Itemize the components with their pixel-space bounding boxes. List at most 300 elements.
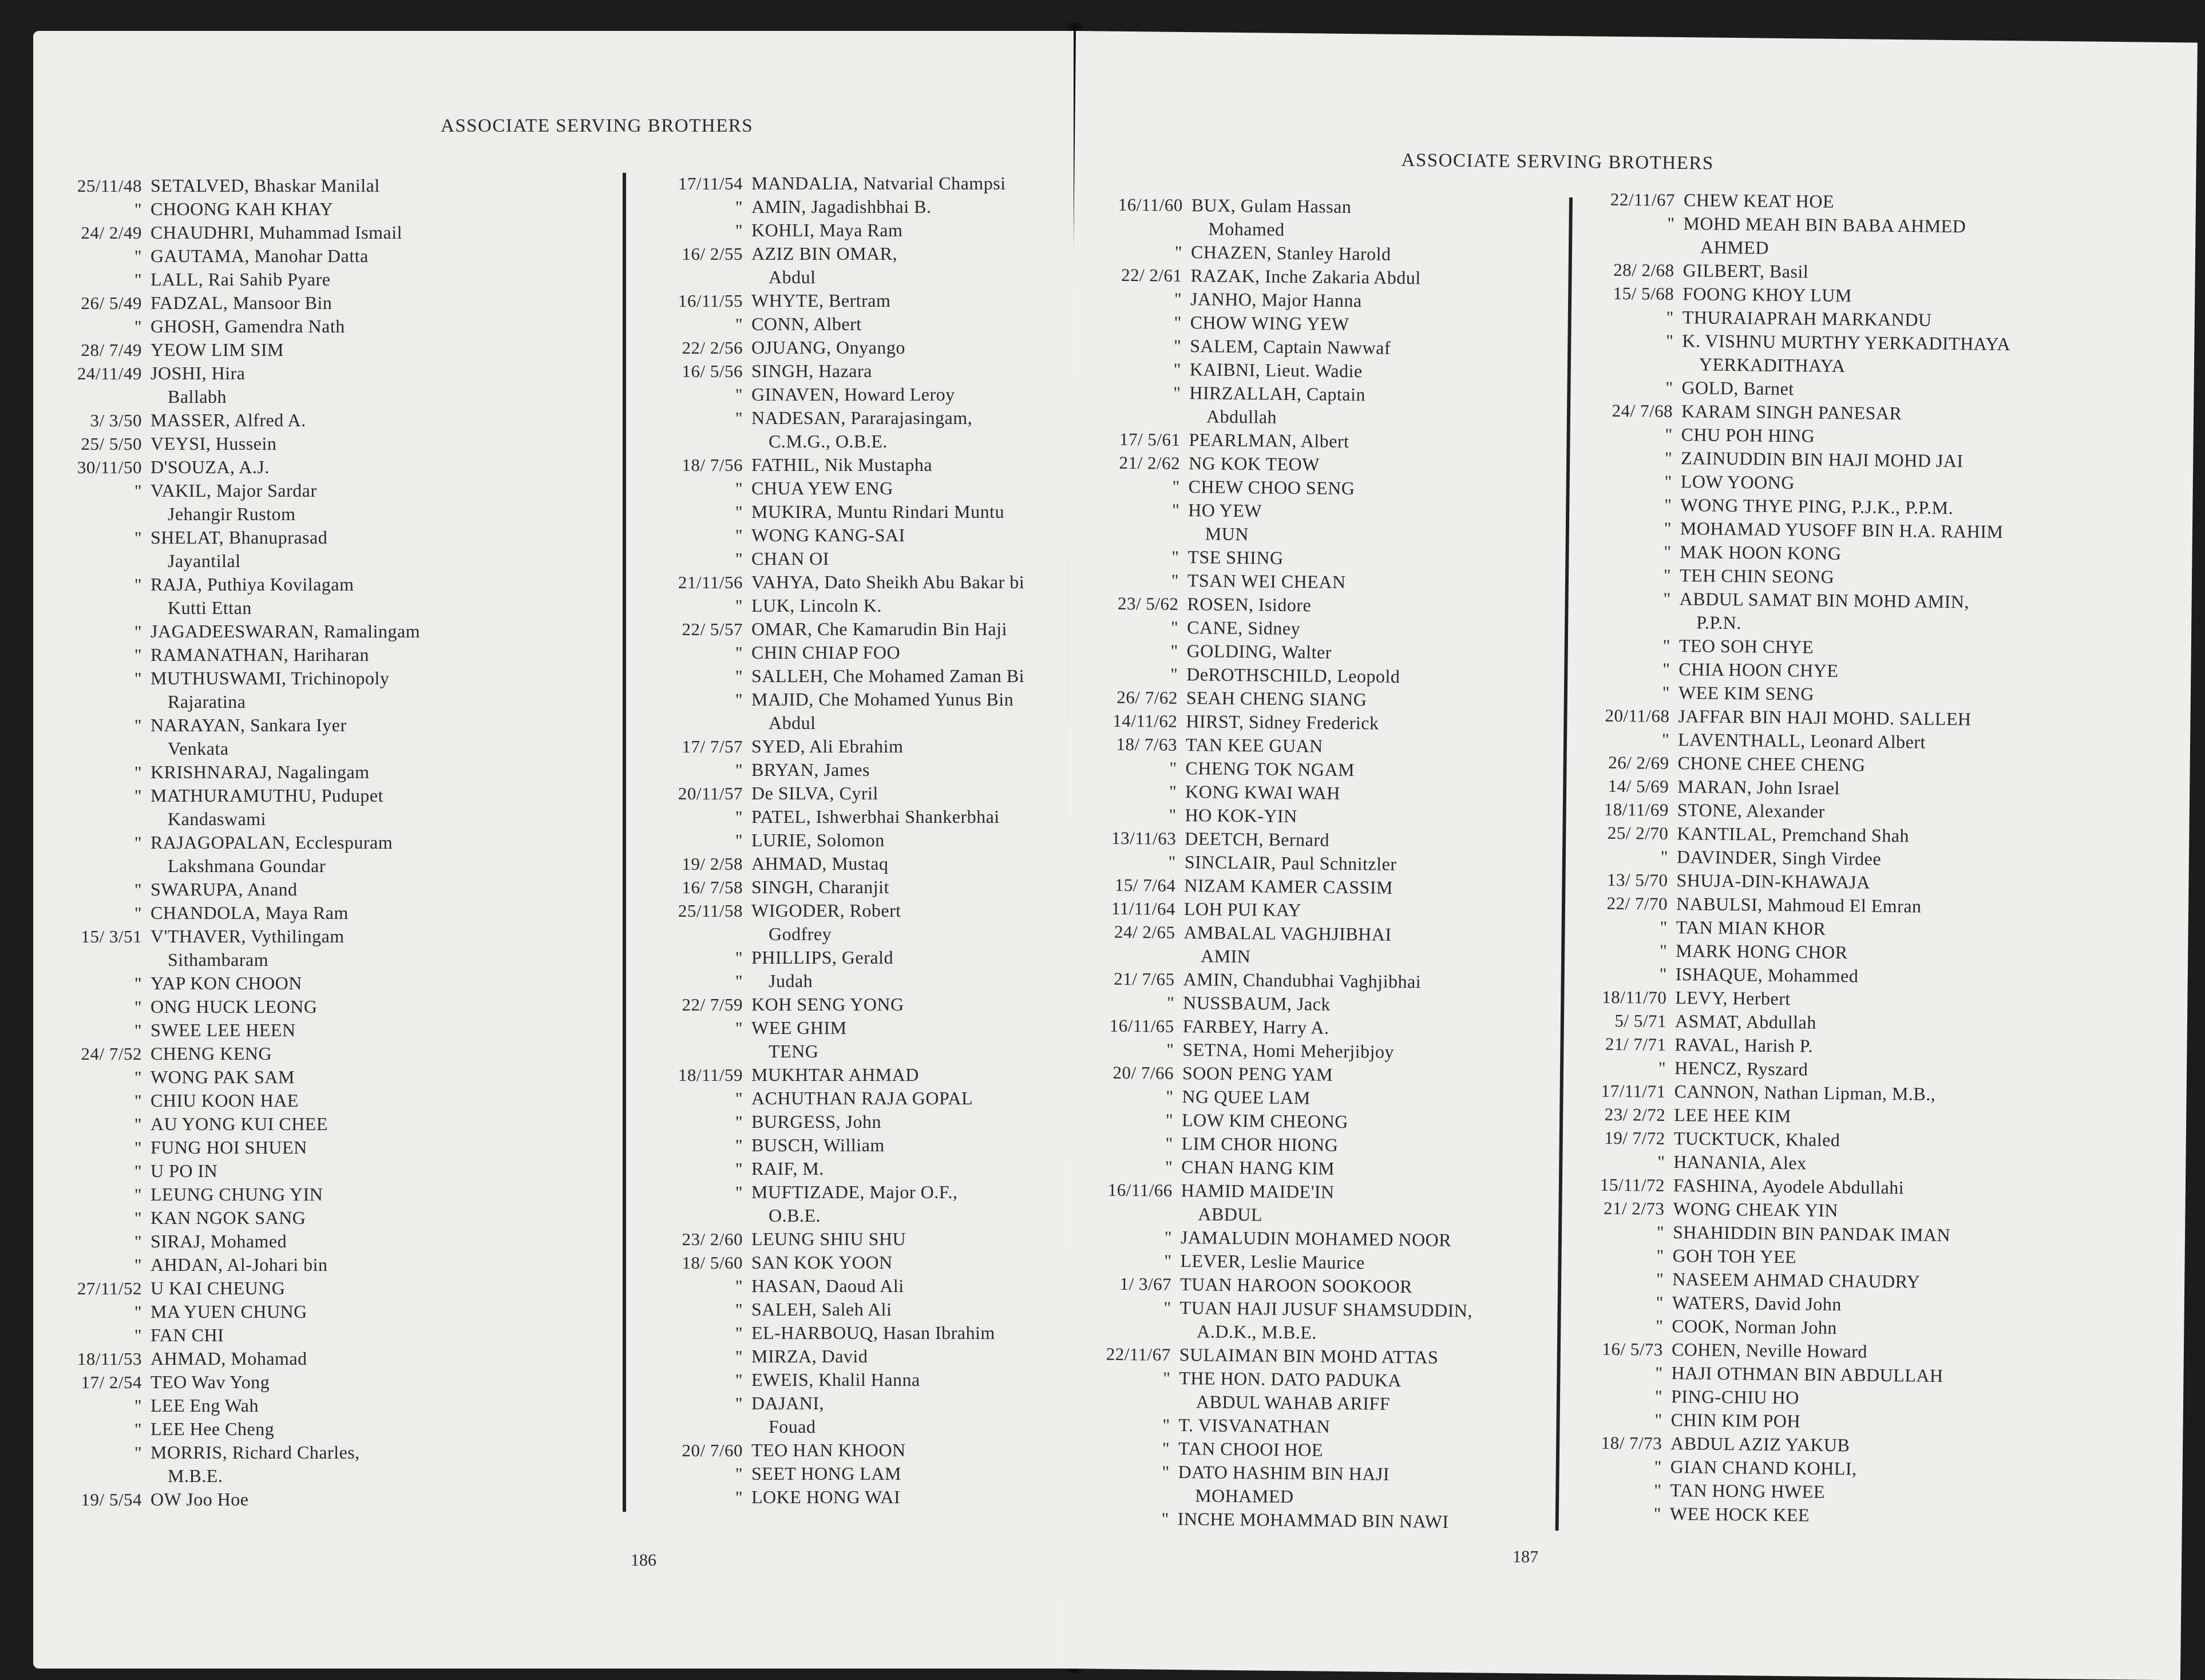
entry-date: " [1664,447,1673,468]
entry-date: " [1162,1414,1170,1435]
entry-row [33,1019,611,1042]
entry-date: " [134,1184,142,1204]
entry-date: " [134,1325,142,1345]
entry-date: 15/ 3/51 [81,926,142,946]
entry-date: 26/ 2/69 [1608,752,1669,773]
entry-name: Rajaratina [168,691,246,712]
entry-row [634,336,1074,359]
entry-date: 26/ 7/62 [1117,687,1178,708]
entry-name: NIZAM KAMER CASSIM [1184,875,1394,898]
entry-date: " [735,1346,743,1366]
entry-name: SINGH, Charanjit [751,877,889,897]
entry-date: 16/11/65 [1109,1015,1174,1036]
left-page-heading: ASSOCIATE SERVING BROTHERS [441,116,754,136]
entry-date: 16/11/66 [1107,1179,1173,1200]
entry-date: " [1173,359,1181,379]
entry-row [634,641,1074,664]
entry-row [634,383,1074,406]
entry-row [634,1251,1074,1274]
entry-date: 21/ 7/71 [1605,1033,1666,1055]
entry-date: " [1660,917,1668,937]
entry-row [33,1206,611,1230]
entry-date: 16/11/55 [678,291,743,311]
entry-name: TUAN HAROON SOOKOOR [1179,1274,1413,1297]
entry-date: " [735,1487,743,1507]
entry-date: 25/ 2/70 [1607,822,1669,843]
entry-name: Abdullah [1206,406,1277,427]
entry-name: TSAN WEI CHEAN [1187,570,1346,592]
entry-row [33,995,611,1019]
entry-name: NG QUEE LAM [1182,1086,1311,1108]
entry-row [33,760,611,784]
entry-date: " [134,762,142,782]
entry-row [33,268,611,291]
entry-row [33,1183,611,1206]
entry-row [33,526,611,549]
entry-date: 28/ 7/49 [81,340,142,360]
entry-name: LEE Hee Cheng [151,1419,275,1439]
entry-name: LAVENTHALL, Leonard Albert [1677,729,1926,752]
entry-name: MUN [1205,523,1249,545]
entry-row [634,1063,1074,1087]
entry-date: " [735,971,743,991]
entry-row [634,1368,1074,1392]
entry-name: CHANDOLA, Maya Ram [151,902,349,923]
entry-date: " [134,246,142,266]
entry-name: WEE KIM SENG [1678,682,1815,704]
entry-row [33,643,611,667]
entry-name: KAN NGOK SANG [151,1207,306,1228]
entry-name: AMIN [1200,945,1251,967]
entry-row [634,430,1074,453]
entry-name: CHOW WING YEW [1190,312,1349,335]
entry-row [33,901,611,925]
entry-name: EL-HARBOUQ, Hasan Ibrahim [751,1322,995,1343]
entry-date: " [134,1161,142,1181]
entry-row [634,1040,1074,1063]
entry-row [33,1089,611,1112]
entry-name: NASEEM AHMAD CHAUDRY [1672,1269,1921,1292]
entry-date: " [735,948,743,968]
entry-date: " [134,997,142,1017]
entry-date: " [1656,1245,1664,1266]
entry-name: AU YONG KUI CHEE [151,1114,328,1134]
entry-name: YAP KON CHOON [151,973,302,993]
entry-name: MAK HOON KONG [1680,541,1842,564]
entry-date: " [1656,1292,1664,1313]
entry-row [33,479,611,502]
entry-name: SHELAT, Bhanuprasad [151,527,328,548]
entry-date: " [1654,1386,1663,1406]
entry-date: 30/11/50 [77,457,142,477]
entry-row [33,714,611,737]
entry-name: HASAN, Daoud Ali [751,1275,904,1296]
entry-date: 15/ 5/68 [1613,283,1674,304]
entry-name: AHMED [1700,236,1769,258]
entry-date: " [134,199,142,219]
entry-name: FATHIL, Nik Mustapha [751,454,933,475]
entry-name: LIM CHOR HIONG [1181,1133,1339,1155]
entry-date: " [1170,664,1178,684]
entry-row [634,969,1074,993]
entry-row [33,690,611,714]
entry-date: 15/11/72 [1600,1174,1665,1195]
entry-date: " [134,1020,142,1040]
entry-name: VAKIL, Major Sardar [151,480,317,501]
entry-row [33,948,611,972]
entry-name: YERKADITHAYA [1699,354,1846,377]
entry-date: 25/11/48 [77,176,142,196]
entry-name: TENG [769,1041,819,1061]
entry-name: KRISHNARAJ, Nagalingam [151,762,370,782]
entry-name: TAN MIAN KHOR [1676,917,1826,939]
entry-name: Lakshmana Goundar [168,855,326,876]
entry-date: " [735,643,743,663]
entry-date: " [1666,330,1674,351]
entry-date: " [735,220,743,240]
entry-name: CHENG TOK NGAM [1185,758,1355,780]
entry-name: BRYAN, James [751,759,870,780]
entry-row [634,1157,1074,1180]
entry-date: 17/11/54 [678,173,743,193]
entry-row [33,315,611,338]
entry-name: SINCLAIR, Paul Schnitzler [1184,851,1397,874]
entry-date: " [735,478,743,498]
entry-name: WEE HOCK KEE [1669,1503,1810,1526]
entry-row [33,1417,611,1441]
entry-name: MOHAMED [1195,1485,1294,1507]
entry-row [33,385,611,409]
entry-date: " [735,1276,743,1296]
entry-date: 24/11/49 [77,363,142,383]
entry-date: 25/ 5/50 [81,434,142,454]
entry-row [634,782,1074,805]
entry-name: CHU POH HING [1681,424,1815,446]
entry-row [634,406,1074,430]
entry-date: " [1161,1508,1169,1529]
entry-date: " [1662,682,1670,703]
entry-name: KAIBNI, Lieut. Wadie [1189,359,1363,382]
entry-name: LUK, Lincoln K. [751,595,882,616]
entry-row [33,338,611,362]
entry-name: EWEIS, Khalil Hanna [751,1369,920,1390]
right-page [1059,31,2198,1680]
entry-date: " [1173,382,1181,403]
entry-row [33,1136,611,1159]
entry-name: HANANIA, Alex [1673,1151,1807,1174]
entry-name: CHOONG KAH KHAY [151,199,334,219]
entry-date: " [134,879,142,900]
entry-name: DEETCH, Bernard [1185,828,1330,850]
entry-date: " [735,690,743,710]
entry-name: CANNON, Nathan Lipman, M.B., [1674,1081,1936,1104]
entry-name: NARAYAN, Sankara Iyer [151,715,347,735]
entry-name: STONE, Alexander [1677,799,1826,822]
entry-name: LEUNG SHIU SHU [751,1229,906,1249]
entry-row [33,784,611,807]
entry-date: 22/ 5/57 [682,619,743,639]
entry-name: RAZAK, Inche Zakaria Abdul [1190,265,1421,288]
entry-name: LEE Eng Wah [151,1395,259,1416]
entry-row [33,1300,611,1324]
entry-name: GOLDING, Walter [1186,640,1332,663]
entry-date: 16/11/60 [1118,194,1183,215]
entry-row [634,922,1074,946]
entry-name: HIRZALLAH, Captain [1189,382,1366,405]
entry-row [634,500,1074,524]
entry-date: 20/ 7/60 [682,1440,743,1460]
entry-name: WONG THYE PING, P.J.K., P.P.M. [1680,494,1954,518]
entry-row [634,735,1074,758]
entry-name: SETALVED, Bhaskar Manilal [151,175,380,196]
entry-date: 19/ 7/72 [1604,1127,1665,1148]
entry-date: " [1165,1156,1173,1177]
entry-date: " [134,316,142,336]
entry-date: " [735,760,743,780]
entry-name: HAMID MAIDE'IN [1181,1180,1335,1202]
entry-date: " [1664,518,1672,538]
entry-name: SAN KOK YOON [751,1252,893,1273]
entry-date: " [1162,1438,1170,1459]
entry-row [634,195,1074,219]
entry-date: " [1166,1039,1174,1060]
entry-name: LEVY, Herbert [1675,987,1791,1009]
entry-name: Venkata [168,738,229,759]
entry-name: DAVINDER, Singh Virdee [1676,846,1882,869]
entry-name: PHILLIPS, Gerald [751,947,893,968]
entry-name: A.D.K., M.B.E. [1197,1321,1317,1343]
entry-name: C.M.G., O.B.E. [769,431,888,451]
entry-name: OJUANG, Onyango [751,337,905,358]
entry-row [634,1462,1074,1485]
entry-name: THE HON. DATO PADUKA [1179,1368,1402,1391]
entry-name: MA YUEN CHUNG [151,1301,307,1322]
entry-name: OW Joo Hoe [151,1489,249,1509]
entry-name: NABULSI, Mahmoud El Emran [1676,893,1922,917]
entry-row [33,1347,611,1370]
entry-row [634,453,1074,477]
entry-name: SALLEH, Che Mohamed Zaman Bi [751,665,1025,686]
entry-row [634,312,1074,336]
entry-name: MUFTIZADE, Major O.F., [751,1182,958,1202]
entry-date: " [134,645,142,665]
entry-name: CHAUDHRI, Muhammad Ismail [151,222,403,243]
entry-date: 19/ 2/58 [682,854,743,874]
entry-name: U PO IN [151,1160,218,1181]
entry-date: " [735,1299,743,1320]
entry-date: " [735,596,743,616]
entry-name: MORRIS, Richard Charles, [151,1442,360,1463]
entry-name: GHOSH, Gamendra Nath [151,316,345,336]
entry-name: TEH CHIN SEONG [1679,565,1835,587]
entry-row [634,172,1074,195]
entry-date: " [1166,1086,1174,1107]
entry-date: 19/ 5/54 [81,1489,142,1509]
entry-name: GINAVEN, Howard Leroy [751,384,955,405]
entry-name: Abdul [769,712,816,733]
entry-date: " [735,1088,743,1108]
entry-name: K. VISHNU MURTHY YERKADITHAYA [1682,330,2011,355]
right-page-heading: ASSOCIATE SERVING BROTHERS [1401,149,1714,174]
entry-date: " [735,807,743,827]
entry-row [33,925,611,948]
entry-name: PEARLMAN, Albert [1189,429,1349,452]
entry-date: " [1653,1503,1662,1524]
entry-row [634,1016,1074,1040]
entry-date: " [735,1159,743,1179]
entry-row [33,972,611,995]
entry-name: ABDUL WAHAB ARIFF [1195,1391,1391,1414]
entry-name: Ballabh [168,386,227,407]
entry-date: " [1169,781,1177,802]
entry-name: LALL, Rai Sahib Pyare [151,269,331,290]
entry-date: " [735,197,743,217]
entry-date: " [735,1135,743,1155]
entry-row [634,594,1074,617]
entry-row [634,1298,1074,1321]
entry-date: " [134,1067,142,1087]
entry-date: 22/11/67 [1610,189,1676,210]
entry-row [33,1159,611,1183]
entry-name: KARAM SINGH PANESAR [1681,401,1902,424]
entry-name: FADZAL, Mansoor Bin [151,292,332,313]
entry-name: MOHD MEAH BIN BABA AHMED [1683,213,1966,237]
entry-row [634,899,1074,922]
entry-date: 21/ 7/65 [1113,968,1175,989]
entry-date: " [134,1114,142,1134]
entry-row [33,1253,611,1277]
entry-name: KONG KWAI WAH [1185,781,1341,803]
entry-row [33,667,611,690]
entry-name: RAMANATHAN, Hariharan [151,644,369,665]
entry-date: " [735,1018,743,1038]
left-page-number: 186 [631,1551,656,1570]
entry-name: RAJAGOPALAN, Ecclespuram [151,832,393,853]
entry-name: LOW KIM CHEONG [1181,1110,1349,1132]
entry-name: COOK, Norman John [1672,1316,1838,1338]
entry-date: " [1667,213,1675,233]
entry-name: Abdul [769,267,816,287]
entry-name: ISHAQUE, Mohammed [1675,964,1859,986]
entry-name: AMIN, Chandubhai Vaghjibhai [1183,969,1422,992]
entry-date: 27/11/52 [77,1278,142,1298]
entry-row [33,1065,611,1089]
entry-name: SULAIMAN BIN MOHD ATTAS [1179,1344,1439,1368]
entry-date: " [735,1370,743,1390]
entry-row [33,221,611,244]
right-column-1 [1060,192,1566,1535]
entry-date: 23/ 2/60 [682,1229,743,1249]
entry-name: SOON PENG YAM [1182,1063,1333,1085]
entry-date: " [134,528,142,548]
entry-date: " [134,1091,142,1111]
entry-row [33,620,611,643]
entry-date: 18/ 7/56 [682,455,743,475]
entry-date: " [134,1255,142,1275]
entry-date: " [1654,1456,1662,1477]
entry-name: TEO SOH CHYE [1679,635,1814,657]
entry-row [33,244,611,268]
entry-date: 3/ 3/50 [90,410,142,430]
entry-name: P.P.N. [1696,612,1742,633]
right-page-number: 187 [1512,1547,1539,1567]
entry-name: CHAN HANG KIM [1181,1156,1335,1179]
entry-date: " [134,1138,142,1158]
entry-date: " [134,270,142,290]
entry-date: " [1662,635,1670,656]
entry-date: " [1658,1057,1666,1078]
entry-name: D'SOUZA, A.J. [151,457,270,477]
entry-date: " [1659,940,1668,961]
entry-date: 28/ 2/68 [1613,259,1674,280]
entry-name: TUCKTUCK, Khaled [1673,1128,1840,1151]
entry-name: SWARUPA, Anand [151,879,298,900]
entry-date: 18/11/59 [678,1065,743,1085]
entry-name: AZIZ BIN OMAR, [751,243,897,264]
entry-date: 14/ 5/69 [1608,775,1669,797]
entry-row [634,688,1074,711]
entry-name: AHMAD, Mohamad [151,1348,307,1369]
entry-date: " [1164,1250,1172,1271]
entry-date: " [735,1464,743,1484]
entry-date: " [1656,1222,1665,1242]
entry-row [33,1464,611,1488]
entry-date: " [1169,805,1177,825]
entry-row [634,1415,1074,1439]
entry-name: MASSER, Alfred A. [151,410,306,430]
entry-row [634,266,1074,289]
entry-row [634,524,1074,547]
entry-date: " [1660,846,1669,867]
entry-row [33,878,611,901]
left-column-divider [623,173,626,1512]
entry-name: CHIA HOON CHYE [1679,659,1839,681]
entry-name: TSE SHING [1187,546,1284,568]
entry-name: GOH TOH YEE [1672,1245,1797,1267]
entry-name: LOKE HONG WAI [751,1487,901,1507]
entry-date: " [1162,1461,1170,1482]
entry-name: CHUA YEW ENG [751,478,893,498]
entry-row [33,596,611,620]
entry-date: " [134,668,142,688]
entry-date: 24/ 2/49 [81,223,142,243]
entry-name: ROSEN, Isidore [1187,593,1312,616]
entry-name: LEVER, Leslie Maurice [1180,1250,1365,1273]
entry-date: " [1165,1110,1174,1130]
entry-row [634,219,1074,242]
entry-date: " [1163,1368,1171,1388]
entry-name: Kandaswami [168,809,267,829]
entry-name: SETNA, Homi Meherjibjoy [1182,1039,1395,1062]
entry-name: VAHYA, Dato Sheikh Abu Bakar bi [751,572,1025,592]
entry-date: 18/11/69 [1604,799,1669,820]
entry-row [33,854,611,878]
entry-name: BURGESS, John [751,1111,881,1132]
entry-name: KANTILAL, Premchand Shah [1677,823,1910,846]
entry-date: " [134,715,142,735]
entry-date: 21/ 2/62 [1119,452,1181,473]
entry-row [33,1370,611,1394]
entry-name: MUTHUSWAMI, Trichinopoly [151,668,390,688]
entry-date: 24/ 7/68 [1612,400,1673,421]
entry-name: KOHLI, Maya Ram [751,220,903,240]
entry-date: " [1656,1269,1664,1289]
entry-date: " [735,502,743,522]
entry-name: BUSCH, William [751,1135,885,1155]
entry-name: AHMAD, Mustaq [751,853,889,874]
entry-date: 5/ 5/71 [1614,1010,1667,1031]
entry-date: 22/11/67 [1106,1344,1171,1365]
